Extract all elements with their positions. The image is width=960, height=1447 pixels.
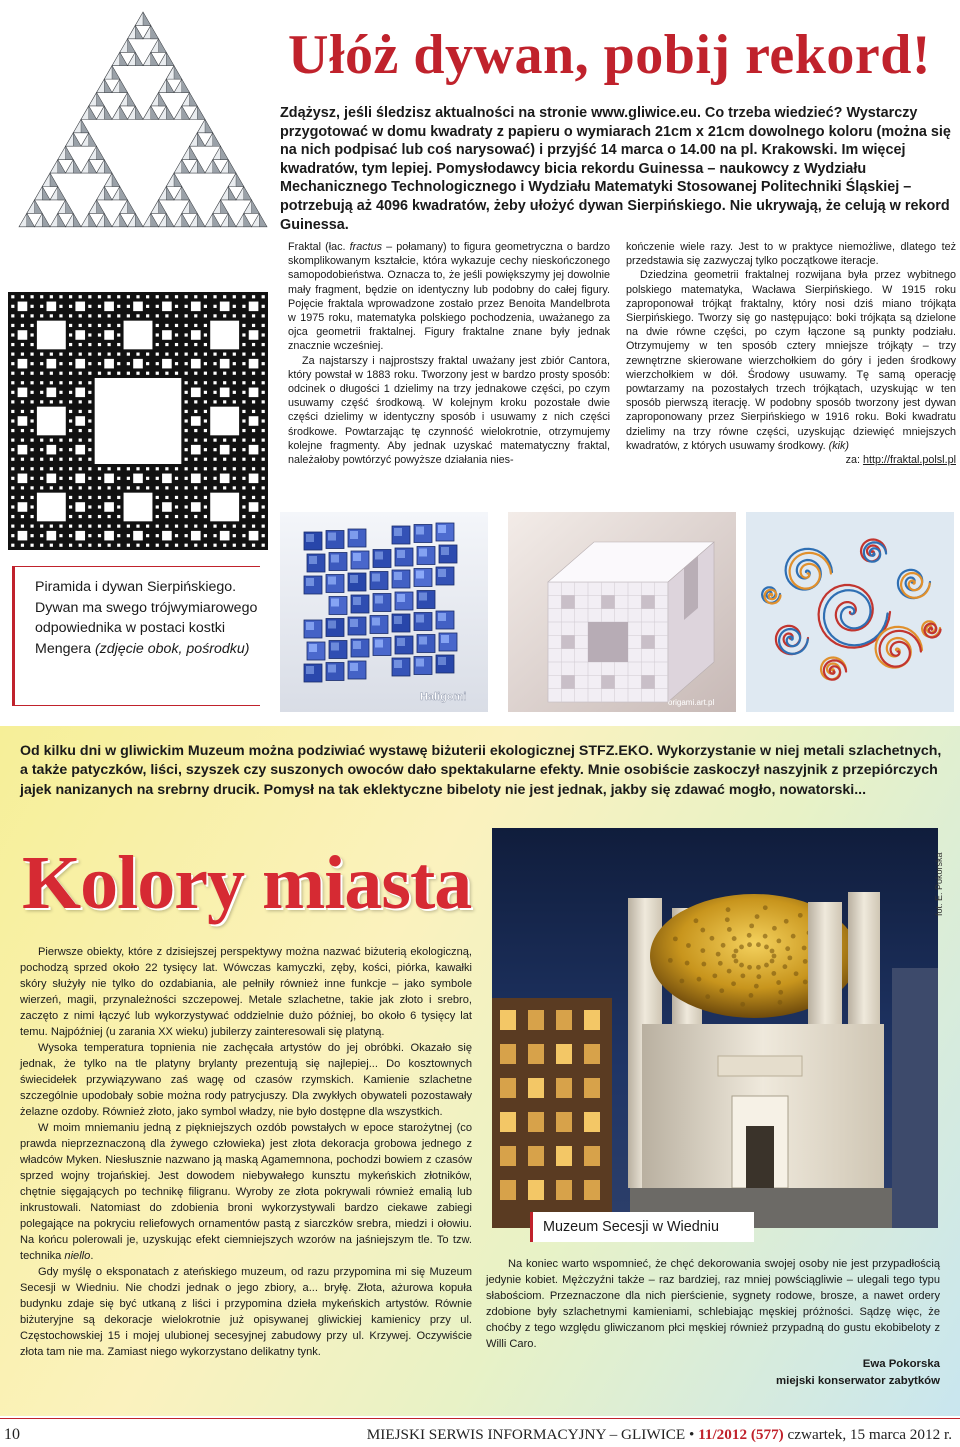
photo-credit: fot. E. Pokorska <box>934 852 944 916</box>
paragraph: kończenie wiele razy. Jest to w praktyce niemożliwe, dlatego też przedstawia się zazwyczaj tylko początkowe iteracje. <box>626 241 956 268</box>
paragraph: Dziedzina geometrii fraktalnej rozwijana była przez wybitnego polskiego matematyka, Wacława Sierpińskiego. W 1915 roku zaproponował trójkąt fraktalny, który nosi dziś miano trójkąta Sierpińskiego. Tworzy się go następująco: boki trójkąta są dzielone na dwie równe części, po czym łączone są punkty podziału. Otrzymujemy w ten sposób cztery mniejsze trójkąty – trzy zewnętrzne skierowane wierzchołkiem do góry i jeden środkowy wierzchołkiem w dół. Środowy usuwamy. Tę samą operację powtarzamy na pozostałych trzech trójkątach, uzyskując w ten sposób pierwszą iterację. W podobny sposób tworzony jest dywan zaproponowany przez Sierpińskiego w 1916 roku. Boki kwadratu dzielimy na trzy równe części, uzyskując dziewięć mniejszych kwadratów, z których usuwamy środkowy. (kik) <box>626 269 956 452</box>
author-name: Ewa Pokorska <box>862 1358 940 1370</box>
paragraph: Gdy myślę o eksponatach z ateńskiego muzeum, od razu przypomina mi się Muzeum Secesji w Wiedniu. Nie chodzi jednak o jego zbiory, a... bryłę. Złota, ażurowa kopuła budynku zdaje się być utkaną z liści i przypomina dzieła mykeńskich artystów. Równie biżuteryjne są dekoracje wielokrotnie już opisywanej gliwickiej kamienicy przy ul. Częstochowskiej 15 i mojej ulubionej secesyjnej zabudowy przy ul. Krzywej. Oczywiście złota tam nie ma. Zamiast niego wykorzystano delikatny tynk. <box>20 1266 472 1358</box>
blue-origami-fractal-photo <box>280 512 488 712</box>
article-title: Ułóż dywan, pobij rekord! <box>288 24 932 86</box>
article-column-2 <box>626 240 956 467</box>
paragraph: Pierwsze obiekty, które z dzisiejszej perspektywy można nazwać biżuterią ekologiczną, pochodzą sprzed około 22 tysięcy lat. Wówczas kamyczki, zęby, kości, piórka, kawałki skóry służyły nie tylko do ozdabiania, ale pełniły również inne funkcje – jako symbole wierzeń, magii, przynależności szczepowej. Metale szlachetne, takie jak złoto i srebro, zaczęto z nimi łączyć lub wykorzystywać oddzielnie dużo później, bo około 6 tysięcy lat temu. Najpóźniej (u zarania XX wieku) jubilerzy zainteresowali się platyną. <box>20 946 472 1038</box>
menger-sponge-photo <box>508 512 736 712</box>
author-signature <box>660 1356 940 1390</box>
page-number: 10 <box>4 1426 20 1443</box>
sierpinski-carpet-image <box>8 292 268 550</box>
column-title: Kolory miasta <box>22 841 472 925</box>
footer-divider <box>0 1418 960 1419</box>
julia-fractal-image <box>746 512 954 712</box>
photo-watermark: origami.art.pl <box>668 698 715 707</box>
sierpinski-pyramid-image <box>18 8 268 240</box>
author-role: miejski konserwator zabytków <box>776 1375 940 1387</box>
photo-watermark: Haligomi <box>420 691 467 703</box>
article-column-1 <box>288 240 610 467</box>
source-link[interactable]: http://fraktal.polsl.pl <box>862 454 956 467</box>
image-caption: Piramida i dywan Sierpińskiego. Dywan ma swego trójwymiarowego odpowiednika w postaci kostki Mengera (zdjęcie obok, pośrodku) <box>12 566 260 706</box>
article-lead: Zdążysz, jeśli śledzisz aktualności na stronie www.gliwice.eu. Co trzeba wiedzieć? Wystarczy przygotować w domu kwadraty z papieru o wymiarach 21cm x 21cm dowolnego koloru (można się na nich podpisać lub coś narysować) i przyjść 14 marca o 14.00 na pl. Krakowski. Im więcej kwadratów, tym lepiej. Pomysłodawcy bicia rekordu Guinessa – naukowcy z Wydziału Mechanicznego Technologicznego i Wydziału Matematyki Stosowanej Politechniki Śląskiej – potrzebują aż 4096 kwadratów, żeby ułożyć dywan Sierpińskiego. Nie ukrywają, że celują w rekord Guinessa. <box>280 105 951 233</box>
footer-masthead: MIEJSKI SERWIS INFORMACYJNY – GLIWICE • 11/2012 (577) czwartek, 15 marca 2012 r. <box>366 1426 952 1443</box>
paragraph: Na koniec warto wspomnieć, że chęć dekorowania swojej osoby nie jest przypadłością jedynie kobiet. Mężczyźni także – raz bardziej, raz mniej powściągliwie – ulegali tego typu słabościom. Przeznaczone dla nich pierścienie, sygnety rodowe, brosze, a nawet ordery zdobione były szlachetnymi kamieniami, schlebiając męskiej próżności. Sądzę więc, że choćby z tego względu gliwiczanom płci męskiej również przypadną do gustu ekobibeloty z Willi Caro. <box>486 1258 940 1350</box>
paragraph: W moim mniemaniu jedną z piękniejszych ozdób powstałych w epoce starożytnej (co prawda nieprzeznaczoną dla żywego człowieka) jest złota dekoracja grobowa jednego z władców Myken. Niesłusznie nazwano ją maską Agamemnona, pochodzi bowiem z czasów sprzed wojny trojańskiej. Jest dowodem niebywałego kunsztu mykeńskich złotników, chętnie sięgających po technikę filigranu. Wyroby ze złota pokrywali również emalią lub inkrustowali. Natomiast do zdobienia broni wykorzystywali bardzo ciekawe zabiegi polegające na pokryciu reliefowych ornamentów pastą z siarczków srebra, miedzi i ołowiu. Na końcu polerowali je, uzyskując efekt ciemniejszych wzorów na jaśniejszym tle. To tzw. technika niello. <box>20 1122 472 1262</box>
article-closing <box>486 1256 940 1352</box>
article-body <box>20 944 472 1360</box>
paragraph: Fraktal (łac. fractus – połamany) to figura geometryczna o bardzo skomplikowanym kształcie, która wykazuje cechy nieskończonego samopodobieństwa. Oznacza to, że jeśli powiększymy jej dowolnie mały fragment, będzie on identyczny lub podobny do całej figury. Pojęcie fraktala wprowadzone zostało przez Benoita Mandelbrota w 1975 roku, matematyka polskiego pochodzenia, uważanego za ojca geometrii fraktalnej. Figury fraktalne znane były jednak znacznie wcześniej. <box>288 241 610 353</box>
paragraph: Wysoka temperatura topnienia nie zachęcała artystów do jej obróbki. Okazało się jednak, że tylko na tle platyny brylanty prezentują się najlepiej... Do kosztownych świecidełek przywiązywano zaś wagę od czasów rzymskich. Kamienie szlachetne szczególnie upodobały sobie można rody patrycjuszy. Dla zwykłych obywateli pozostawały żelazne ozdoby. Również złoto, jako symbol władzy, nie było dostępne dla wszystkich. <box>20 1042 472 1118</box>
source-line: za: http://fraktal.polsl.pl <box>845 454 956 467</box>
website-link[interactable]: www.gliwice.eu <box>591 105 697 121</box>
article-lead: Od kilku dni w gliwickim Muzeum można podziwiać wystawę biżuterii ekologicznej STFZ.EKO. Wykorzystanie w niej metali szlachetnych, a także patyczków, liści, szyszek czy suszonych owoców dało spektakularne efekty. Mnie osobiście zaskoczył naszyjnik z przepiórczych jajek nanizanych na srebrny drucik. Pomysł na tak eklektyczne bibeloty nie jest jednak, jakby się zdawać mogło, nowatorski... <box>20 743 942 798</box>
photo-caption: Muzeum Secesji w Wiedniu <box>530 1212 754 1242</box>
secession-museum-photo <box>492 828 938 1228</box>
paragraph: Za najstarszy i najprostszy fraktal uważany jest zbiór Cantora, który powstał w 1883 roku. Tworzony jest w bardzo prosty sposób: odcinek o długości 1 dzielimy na trzy jednakowe części, po czym usuwamy część środkową. W kolejnym kroku pozostałe dwie części dzielimy w identyczny sposób i usuwamy z nich części środkowe. Powtarzając tę czynność wielokrotnie, otrzymujemy kolejne fragmenty. Aby jednak uzyskać matematyczny fraktal, należałoby powtórzyć powyższe działania nies- <box>288 354 610 467</box>
